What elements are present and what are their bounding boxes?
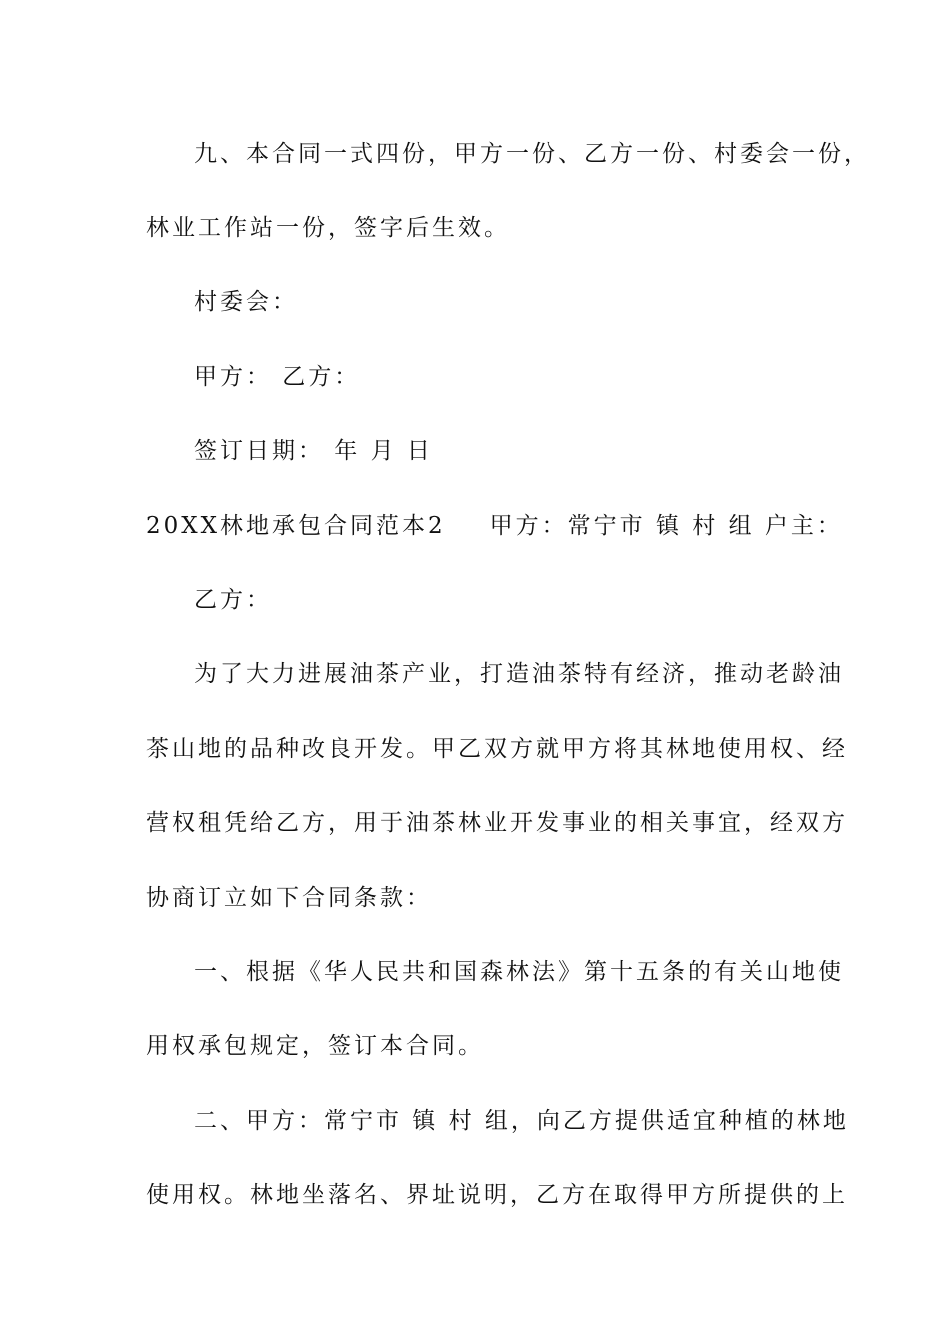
section-heading-line bbox=[146, 511, 843, 541]
preamble-line-2: 茶山地的品种改良开发。甲乙双方就甲方将其林地使用权、经 bbox=[146, 736, 848, 762]
section-title: 20XX林地承包合同范本2 bbox=[146, 513, 446, 539]
village-committee-signature: 村委会： bbox=[194, 289, 298, 315]
clause-9-line-2: 林业工作站一份，签字后生效。 bbox=[146, 215, 510, 241]
clause-1-line-1: 一、根据《华人民共和国森林法》第十五条的有关山地使 bbox=[194, 959, 844, 985]
party-b-info: 乙方： bbox=[194, 587, 272, 613]
signing-date: 签订日期： 年 月 日 bbox=[194, 438, 433, 464]
clause-1-line-2: 用权承包规定，签订本合同。 bbox=[146, 1033, 484, 1059]
party-a-info: 甲方：常宁市 镇 村 组 户主： bbox=[489, 513, 843, 539]
preamble-line-3: 营权租凭给乙方，用于油茶林业开发事业的相关事宜，经双方 bbox=[146, 810, 848, 836]
preamble-line-1: 为了大力进展油茶产业，打造油茶特有经济，推动老龄油 bbox=[194, 661, 844, 687]
preamble-line-4: 协商订立如下合同条款： bbox=[146, 885, 432, 911]
clause-9-line-1: 九、本合同一式四份，甲方一份、乙方一份、村委会一份， bbox=[194, 141, 870, 167]
clause-2-line-1: 二、甲方：常宁市 镇 村 组，向乙方提供适宜种植的林地 bbox=[194, 1108, 849, 1134]
party-signatures: 甲方： 乙方： bbox=[194, 364, 361, 390]
clause-2-line-2: 使用权。林地坐落名、界址说明，乙方在取得甲方所提供的上 bbox=[146, 1182, 848, 1208]
